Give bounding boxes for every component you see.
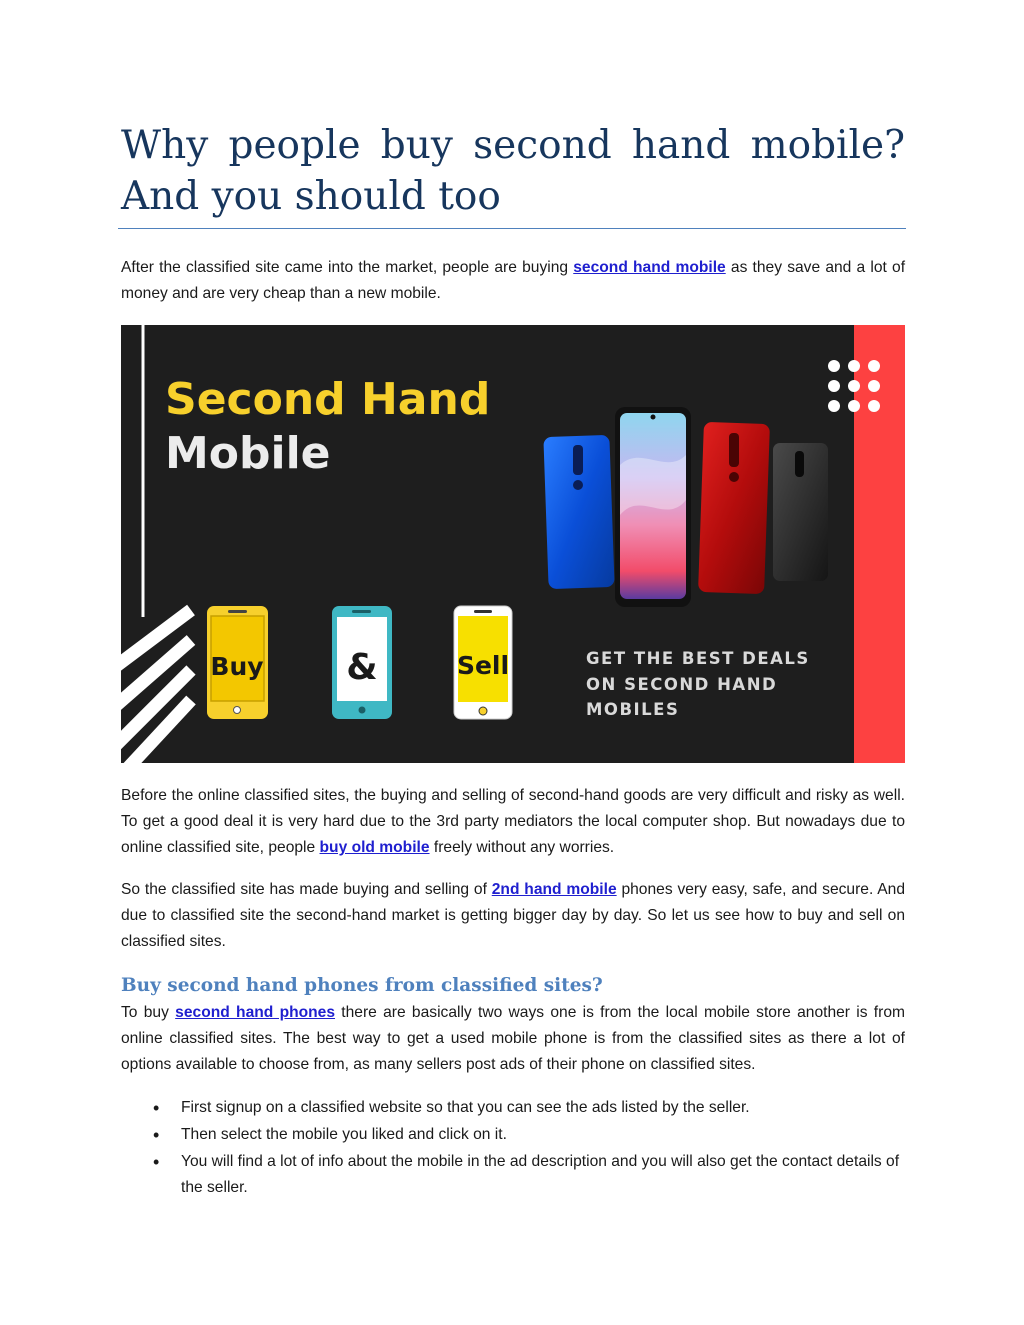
2nd-hand-mobile-link[interactable]: 2nd hand mobile: [491, 881, 617, 898]
list-item: • First signup on a classified website so that you can see the ads listed by the seller.: [121, 1095, 905, 1121]
second-hand-mobile-banner: [121, 325, 905, 763]
buy-old-mobile-link[interactable]: buy old mobile: [319, 839, 430, 856]
phone-blue: [543, 435, 614, 589]
banner-headline-white: Mobile: [165, 428, 331, 479]
phone-red: [698, 422, 770, 594]
tagline-line-2: ON SECOND HAND: [586, 675, 778, 694]
list-item: • Then select the mobile you liked and click on it.: [121, 1122, 905, 1148]
ampersand-phone-icon: [332, 606, 392, 719]
sell-label: Sell: [456, 651, 510, 680]
dot-grid: [828, 360, 880, 412]
red-side-strip: [854, 325, 905, 763]
page-title: Why people buy second hand mobile? And you should too: [121, 123, 905, 219]
sell-phone-icon: [454, 606, 512, 719]
buy-label: Buy: [210, 652, 264, 681]
second-hand-phones-link[interactable]: second hand phones: [175, 1004, 336, 1021]
phone-black: [773, 443, 828, 581]
history-paragraph: Before the online classified sites, the buying and selling of second-hand goods are very difficult and risky as well. To get a good deal it is very hard due to the 3rd party mediators the local computer shop. But nowadays due to online classified site, people buy old mobile freely without any worries.: [121, 787, 905, 856]
section-heading: Buy second hand phones from classified sites?: [121, 975, 603, 996]
list-item: • You will find a lot of info about the mobile in the ad description and you will also get the contact details of the seller.: [121, 1149, 905, 1201]
banner-headline-yellow: Second Hand: [165, 374, 491, 425]
title-divider: [118, 228, 906, 229]
phone-front-display: [615, 407, 691, 607]
buy-phone-icon: [207, 606, 268, 719]
classified-benefits-paragraph: So the classified site has made buying and selling of 2nd hand mobile phones very easy, safe, and secure. And due to classified site the second-hand market is getting bigger day by day. So let us see how to buy and sell on classified sites.: [121, 881, 906, 950]
intro-paragraph: After the classified site came into the market, people are buying second hand mobile as they save and a lot of money and are very cheap than a new mobile.: [121, 259, 906, 302]
ampersand-label: &: [346, 647, 378, 688]
tagline-line-1: GET THE BEST DEALS: [586, 649, 810, 668]
tagline-line-3: MOBILES: [586, 700, 680, 719]
buy-methods-paragraph: To buy second hand phones there are basically two ways one is from the local mobile store another is from online classified sites. The best way to get a used mobile phone is from the classified sites as there a lot of options available to choose from, as many sellers post ads of their phone on classified sites.: [121, 1004, 905, 1073]
steps-list: [121, 1095, 905, 1202]
second-hand-mobile-link[interactable]: second hand mobile: [573, 259, 726, 276]
